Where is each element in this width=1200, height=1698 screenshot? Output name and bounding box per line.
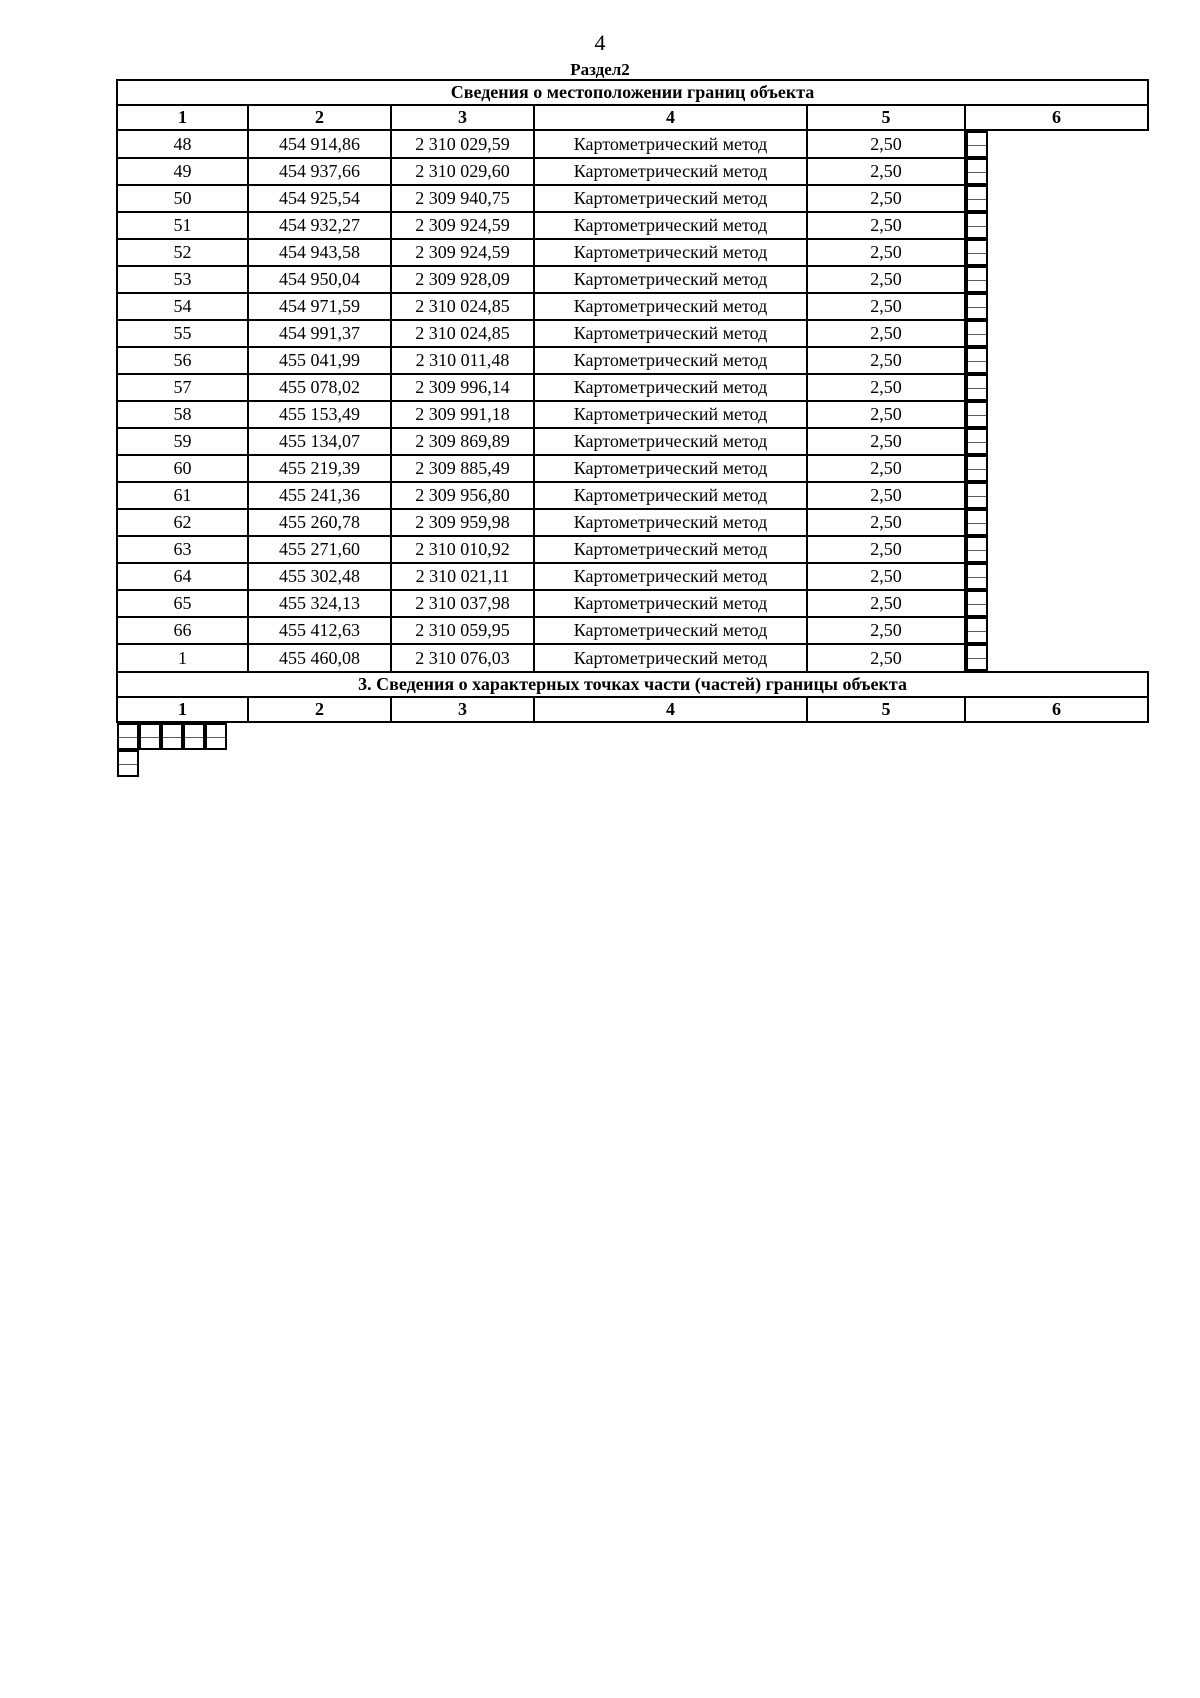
table-cell: 2 309 869,89 [391,428,534,455]
table-cell: 59 [117,428,248,455]
table-cell: 2,50 [807,130,965,158]
table-cell: 454 937,66 [248,158,391,185]
table-cell: 2 310 076,03 [391,644,534,672]
column-header: 5 [807,697,965,722]
table-row [117,130,1148,158]
table-cell: 50 [117,185,248,212]
table-cell: 2,50 [807,455,965,482]
table-cell: Картометрический метод [534,347,807,374]
table-row [117,158,1148,185]
table-cell: 2,50 [807,185,965,212]
table-cell: 2 310 021,11 [391,563,534,590]
column-header: 6 [965,105,1148,130]
table-cell: 2,50 [807,482,965,509]
table-cell: 65 [117,590,248,617]
table-cell: Картометрический метод [534,482,807,509]
table-cell: Картометрический метод [534,320,807,347]
column-header: 5 [807,105,965,130]
table-cell: 455 153,49 [248,401,391,428]
table-cell: 454 932,27 [248,212,391,239]
table-cell: 52 [117,239,248,266]
table-cell: — [966,212,988,239]
table-cell: — [117,723,139,750]
table-cell: 2,50 [807,374,965,401]
table-cell: 2 309 996,14 [391,374,534,401]
table-cell: 2,50 [807,428,965,455]
table-cell: 66 [117,617,248,644]
table-row [117,536,1148,563]
table-cell: — [966,536,988,563]
table-cell: 2 310 024,85 [391,293,534,320]
table1-caption-row [117,80,1148,105]
table-cell: 1 [117,644,248,672]
table-cell: 2 309 940,75 [391,185,534,212]
table-cell: 2,50 [807,617,965,644]
section-label: Раздел2 [570,60,630,79]
column-header: 2 [248,697,391,722]
table2-header-row [117,697,1148,722]
table-row [117,401,1148,428]
column-header: 2 [248,105,391,130]
table-cell: 2,50 [807,212,965,239]
table-cell: — [966,266,988,293]
table-row [117,482,1148,509]
table-cell: 2,50 [807,644,965,672]
table-cell: 2,50 [807,347,965,374]
table-cell: 54 [117,293,248,320]
table-cell: 2 310 024,85 [391,320,534,347]
table-row [117,563,1148,590]
table-cell: 455 041,99 [248,347,391,374]
table-cell: — [966,617,988,644]
table-cell: 454 914,86 [248,130,391,158]
table-cell: 58 [117,401,248,428]
table-cell: 2,50 [807,563,965,590]
table-cell: Картометрический метод [534,239,807,266]
table-cell: Картометрический метод [534,455,807,482]
table-cell: 2 309 956,80 [391,482,534,509]
table-cell: — [966,374,988,401]
table2-caption-row [117,672,1148,697]
table-cell: 455 241,36 [248,482,391,509]
table-cell: 2,50 [807,320,965,347]
table-cell: 60 [117,455,248,482]
table-cell: Картометрический метод [534,536,807,563]
table-cell: 2,50 [807,590,965,617]
table-cell: Картометрический метод [534,428,807,455]
table-row [117,266,1148,293]
table-cell: 53 [117,266,248,293]
table-cell: 61 [117,482,248,509]
table-cell: 455 460,08 [248,644,391,672]
table-cell: — [966,644,988,671]
table-cell: 2 310 059,95 [391,617,534,644]
table-cell: Картометрический метод [534,212,807,239]
table1-header-row [117,105,1148,130]
boundary-table [116,79,1149,777]
table-cell: Картометрический метод [534,158,807,185]
table-cell: — [966,590,988,617]
table-cell: Картометрический метод [534,185,807,212]
table-cell: — [966,158,988,185]
table-cell: 455 271,60 [248,536,391,563]
table-cell: Картометрический метод [534,644,807,672]
table-cell: — [966,563,988,590]
table-cell: Картометрический метод [534,617,807,644]
table-row [117,212,1148,239]
column-header: 3 [391,697,534,722]
table-cell: 2,50 [807,401,965,428]
table2-caption: 3. Сведения о характерных точках части (частей) границы объекта [117,672,1148,697]
table-cell: 2,50 [807,293,965,320]
boundary-table-body [117,80,1148,777]
table-cell: 2 309 924,59 [391,212,534,239]
table-row [117,590,1148,617]
table-cell: 62 [117,509,248,536]
table-cell: Картометрический метод [534,374,807,401]
table-row [117,509,1148,536]
table-cell: 2 309 924,59 [391,239,534,266]
table-cell: — [966,185,988,212]
table-cell: — [966,401,988,428]
table-cell: 2 309 991,18 [391,401,534,428]
table-cell: 57 [117,374,248,401]
table-cell: 455 260,78 [248,509,391,536]
table-cell: 455 219,39 [248,455,391,482]
table-cell: Картометрический метод [534,266,807,293]
table-cell: 2,50 [807,158,965,185]
table-cell: Картометрический метод [534,401,807,428]
table-cell: 2,50 [807,536,965,563]
table-row [117,239,1148,266]
table-cell: 454 950,04 [248,266,391,293]
table-cell: 454 991,37 [248,320,391,347]
column-header: 1 [117,105,248,130]
table-cell: — [966,131,988,158]
table-cell: 48 [117,130,248,158]
table-cell: — [161,723,183,750]
table-row [117,722,1148,777]
table-cell: 51 [117,212,248,239]
table-cell: 2 310 010,92 [391,536,534,563]
column-header: 3 [391,105,534,130]
table-cell: 454 971,59 [248,293,391,320]
table-cell: 49 [117,158,248,185]
table-cell: Картометрический метод [534,509,807,536]
table-cell: — [966,347,988,374]
table-cell: — [139,723,161,750]
table-cell: 454 925,54 [248,185,391,212]
table-row [117,455,1148,482]
table-cell: — [966,428,988,455]
table-cell: 2 309 959,98 [391,509,534,536]
table-cell: 454 943,58 [248,239,391,266]
table-cell: Картометрический метод [534,293,807,320]
table-row [117,374,1148,401]
table-cell: 2 310 029,59 [391,130,534,158]
table-cell: 2 310 011,48 [391,347,534,374]
table-row [117,644,1148,672]
table-cell: 2 310 037,98 [391,590,534,617]
table-cell: 455 302,48 [248,563,391,590]
table-row [117,347,1148,374]
table-cell: — [966,239,988,266]
column-header: 1 [117,697,248,722]
table-cell: 2 310 029,60 [391,158,534,185]
table-cell: 63 [117,536,248,563]
table-cell: 2 309 928,09 [391,266,534,293]
table-cell: Картометрический метод [534,590,807,617]
table-cell: — [117,750,139,777]
column-header: 4 [534,697,807,722]
table-cell: 55 [117,320,248,347]
table-cell: 455 324,13 [248,590,391,617]
table-row [117,320,1148,347]
column-header: 4 [534,105,807,130]
page-number: 4 [594,30,606,55]
table-cell: 2,50 [807,509,965,536]
column-header: 6 [965,697,1148,722]
table-row [117,428,1148,455]
table-cell: 455 134,07 [248,428,391,455]
table-cell: — [966,509,988,536]
table-cell: — [205,723,227,750]
table-cell: 455 078,02 [248,374,391,401]
table-cell: — [966,293,988,320]
table-cell: 2,50 [807,239,965,266]
table-cell: Картометрический метод [534,563,807,590]
table-cell: — [966,482,988,509]
table-row [117,617,1148,644]
table-cell: 2,50 [807,266,965,293]
table-cell: — [966,455,988,482]
table-cell: — [183,723,205,750]
table-cell: 56 [117,347,248,374]
table-cell: 2 309 885,49 [391,455,534,482]
table-cell: — [966,320,988,347]
table-cell: 455 412,63 [248,617,391,644]
table1-caption: Сведения о местоположении границ объекта [117,80,1148,105]
table-row [117,185,1148,212]
table-cell: Картометрический метод [534,130,807,158]
table-row [117,293,1148,320]
table-cell: 64 [117,563,248,590]
